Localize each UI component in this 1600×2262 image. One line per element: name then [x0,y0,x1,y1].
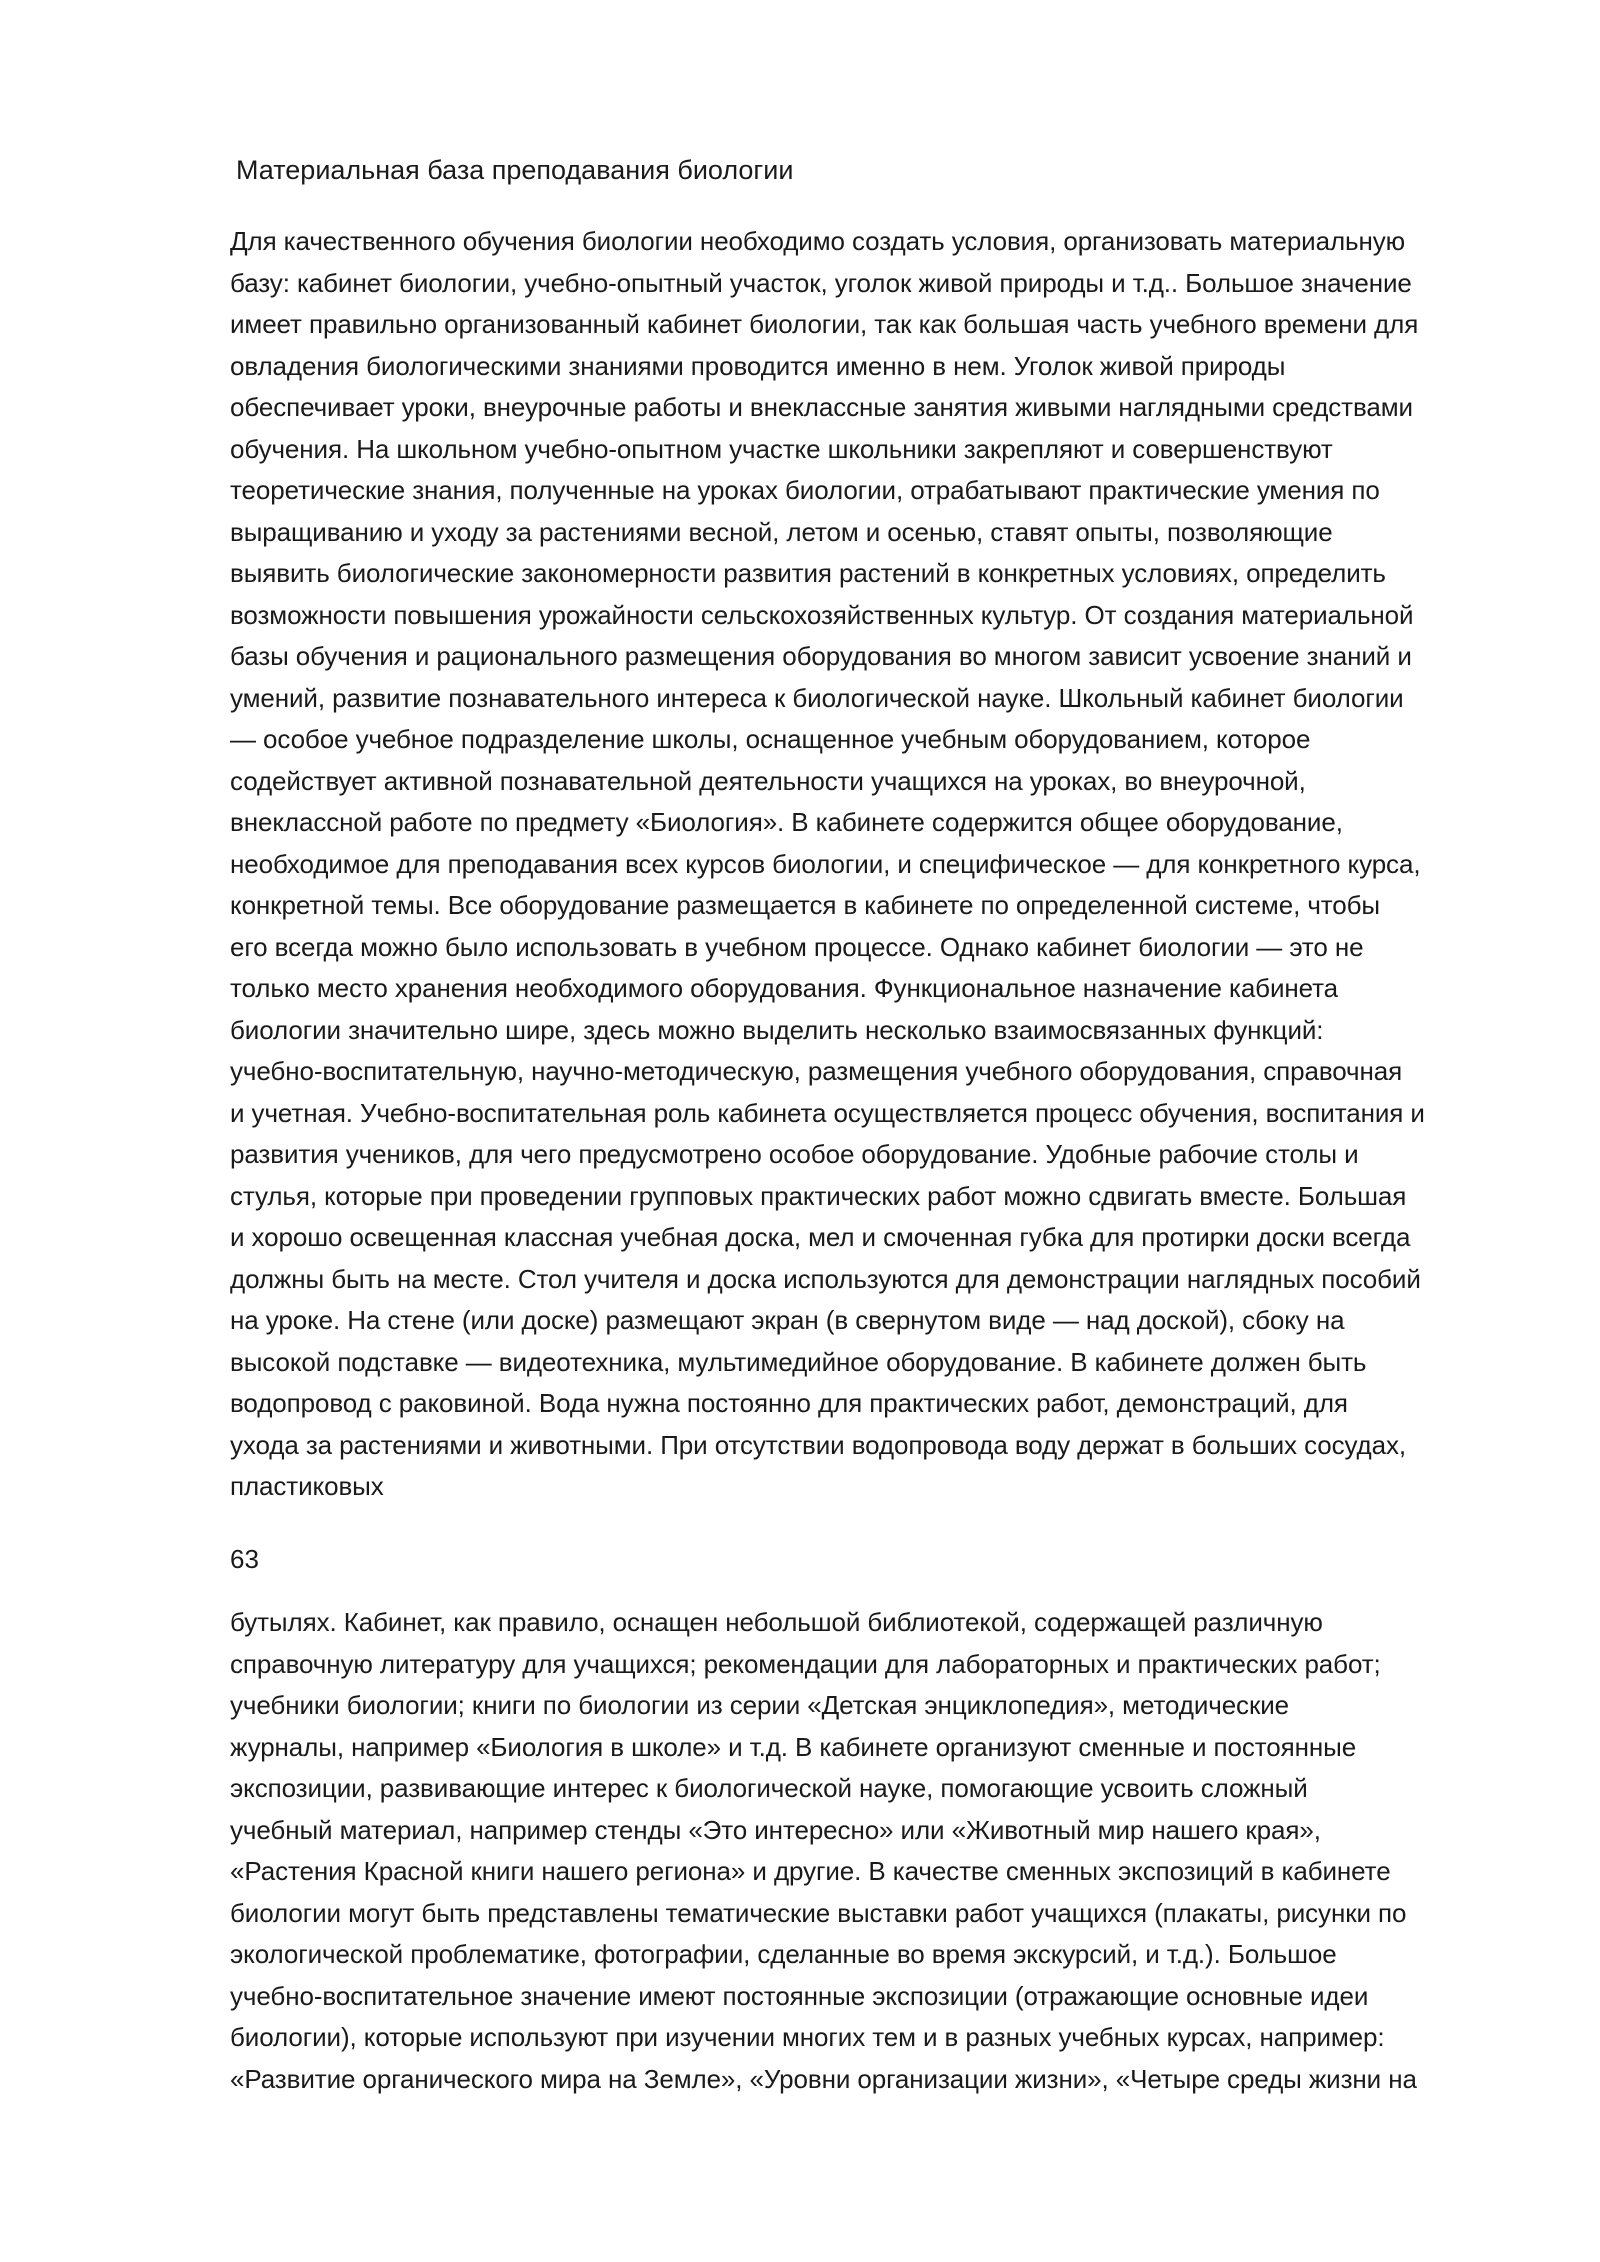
text-line: высокой подставке — видеотехника, мультимедийное оборудование. В кабинете должен быть [230,1346,1367,1377]
text-line: «Растения Красной книги нашего региона» и другие. В качестве сменных экспозиций в кабинете [230,1856,1391,1886]
text-line: выращиванию и уходу за растениями весной, летом и осенью, ставят опыты, позволяющие [230,516,1333,547]
text-line: биологии значительно шире, здесь можно выделить несколько взаимосвязанных функций: [230,1014,1324,1045]
text-line: справочную литературу для учащихся; рекомендации для лабораторных и практических работ; [230,1648,1381,1679]
text-line: конкретной темы. Все оборудование размещается в кабинете по определенной системе, чтобы [230,890,1381,920]
text-line: необходимое для преподавания всех курсов биологии, и специфическое — для конкретного курса, [230,848,1421,879]
text-line: содействует активной познавательной деятельности учащихся на уроках, во внеурочной, [230,765,1306,796]
text-line: и хорошо освещенная классная учебная доска, мел и смоченная губка для протирки доски всегда [230,1222,1411,1252]
text-section-2 [230,1602,1500,2100]
text-line: пластиковых [230,1471,384,1501]
text-line: овладения биологическими знаниями проводится именно в нем. Уголок живой природы [230,350,1286,381]
text-line: выявить биологические закономерности развития растений в конкретных условиях, определить [230,558,1386,588]
text-line: Для качественного обучения биологии необходимо создать условия, организовать материальную [230,226,1406,256]
text-line: биологии), которые используют при изучении многих тем и в разных учебных курсах, например: [230,2022,1385,2052]
text-line: — особое учебное подразделение школы, оснащенное учебным оборудованием, которое [230,724,1311,754]
text-line: обучения. На школьном учебно-опытном участке школьники закрепляют и совершенствуют [230,433,1333,464]
text-line: «Развитие органического мира на Земле», «Уровни организации жизни», «Четыре среды жизни на [230,2063,1417,2094]
text-line: должны быть на месте. Стол учителя и доска используются для демонстрации наглядных пособий [230,1263,1421,1294]
text-line: экспозиции, развивающие интерес к биологической науке, помогающие усвоить сложный [230,1773,1308,1803]
text-line: водопровод с раковиной. Вода нужна постоянно для практических работ, демонстраций, для [230,1388,1348,1418]
text-line: развития учеников, для чего предусмотрено особое оборудование. Удобные рабочие столы и [230,1139,1359,1169]
text-section-1 [230,221,1500,1508]
text-line: учебный материал, например стенды «Это интересно» или «Животный мир нашего края», [230,1814,1321,1845]
text-line: возможности повышения урожайности сельскохозяйственных культур. От создания материальной [230,599,1414,630]
text-line: бутылях. Кабинет, как правило, оснащен небольшой библиотекой, содержащей различную [230,1607,1323,1637]
text-line: учебно-воспитательную, научно-методическую, размещения учебного оборудования, справочная [230,1056,1403,1086]
text-line: биологии могут быть представлены тематические выставки работ учащихся (плакаты, рисунки по [230,1897,1407,1928]
text-line: умений, развитие познавательного интереса к биологической науке. Школьный кабинет биологии [230,682,1404,713]
page-number: 63 [230,1544,259,1574]
text-line: на уроке. На стене (или доске) размещают экран (в свернутом виде — над доской), сбоку на [230,1305,1345,1335]
text-line: журналы, например «Биология в школе» и т.д. В кабинете организуют сменные и постоянные [230,1731,1357,1762]
text-line: базу: кабинет биологии, учебно-опытный участок, уголок живой природы и т.д.. Большое значение [230,267,1412,298]
text-line: только место хранения необходимого оборудования. Функциональное назначение кабинета [230,973,1339,1003]
text-line: экологической проблематике, фотографии, сделанные во время экскурсий, и т.д.). Большое [230,1939,1337,1969]
document-title: Материальная база преподавания биологии [236,155,794,185]
text-line: внеклассной работе по предмету «Биология». В кабинете содержится общее оборудование, [230,807,1343,837]
text-line: стулья, которые при проведении групповых практических работ можно сдвигать вместе. Большая [230,1180,1407,1211]
text-line: теоретические знания, полученные на уроках биологии, отрабатывают практические умения по [230,475,1380,505]
text-line: учебно-воспитательное значение имеют постоянные экспозиции (отражающие основные идеи [230,1980,1369,2011]
text-line: базы обучения и рационального размещения оборудования во многом зависит усвоение знаний и [230,641,1412,671]
text-line: его всегда можно было использовать в учебном процессе. Однако кабинет биологии — это не [230,931,1364,962]
text-line: имеет правильно организованный кабинет биологии, так как большая часть учебного времени для [230,309,1419,339]
text-line: ухода за растениями и животными. При отсутствии водопровода воду держат в больших сосудах, [230,1429,1407,1460]
text-line: и учетная. Учебно-воспитательная роль кабинета осуществляется процесс обучения, воспитания и [230,1097,1425,1128]
text-line: обеспечивает уроки, внеурочные работы и внеклассные занятия живыми наглядными средствами [230,392,1413,422]
text-line: учебники биологии; книги по биологии из серии «Детская энциклопедия», методические [230,1690,1290,1720]
